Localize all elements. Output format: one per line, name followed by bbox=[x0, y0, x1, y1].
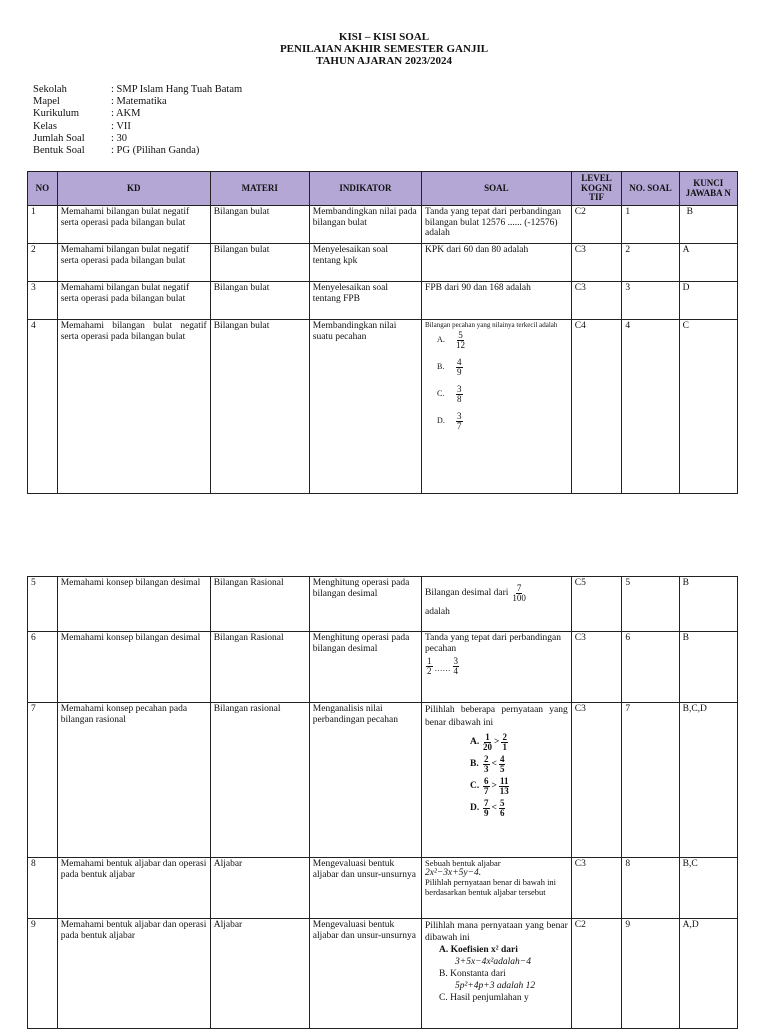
cell-no: 1 bbox=[28, 206, 58, 244]
cell-soal bbox=[422, 858, 572, 919]
soal-text: Pilihlah mana pernyataan yang benar dibawah ini bbox=[425, 921, 568, 943]
table-row bbox=[28, 632, 738, 703]
table-row bbox=[28, 577, 738, 632]
table-row bbox=[28, 703, 738, 858]
cell-level: C2 bbox=[571, 919, 622, 1029]
option-a: A. $\frac{1}{20}$ > $\frac{2}{1}$ bbox=[470, 732, 507, 752]
cell-materi: Bilangan rasional bbox=[210, 703, 309, 858]
cell-kd: Memahami bilangan bulat negatif serta operasi pada bilangan bulat bbox=[57, 244, 210, 282]
cell-materi: Bilangan bulat bbox=[210, 244, 309, 282]
cell-kunci: A,D bbox=[679, 919, 737, 1029]
cell-kunci: A bbox=[679, 244, 737, 282]
soal-text: adalah bbox=[425, 607, 450, 618]
cell-kunci: B,C,D bbox=[679, 703, 737, 858]
table-row bbox=[28, 206, 738, 244]
table-row bbox=[28, 244, 738, 282]
cell-kd: Memahami konsep pecahan pada bilangan rasional bbox=[57, 703, 210, 858]
soal-text: Bilangan pecahan yang nilainya terkecil adalah bbox=[425, 321, 558, 329]
cell-no: 6 bbox=[28, 632, 58, 703]
cell-nosoal: 3 bbox=[622, 282, 679, 320]
option-a: A. $\frac{5}{12}$ bbox=[437, 330, 466, 350]
cell-nosoal: 9 bbox=[622, 919, 679, 1029]
col-no: NO bbox=[28, 172, 58, 206]
soal-text: Bilangan desimal dari bbox=[425, 588, 509, 599]
option-a: A. Koefisien x² dari bbox=[439, 945, 518, 955]
cell-level: C5 bbox=[571, 577, 622, 632]
info-value: : PG (Pilihan Ganda) bbox=[111, 145, 200, 157]
kisi-table-2 bbox=[27, 576, 738, 1029]
option-c: C. $\frac{6}{7}$ > $\frac{11}{13}$ bbox=[470, 776, 509, 796]
col-materi: MATERI bbox=[210, 172, 309, 206]
cell-kd: Memahami konsep bilangan desimal bbox=[57, 632, 210, 703]
col-kd: KD bbox=[57, 172, 210, 206]
option-a-expr: 3+5x−4x²adalah−4 bbox=[455, 957, 531, 967]
cell-materi: Bilangan Rasional bbox=[210, 632, 309, 703]
info-value: : AKM bbox=[111, 108, 141, 120]
fraction: $\frac{3}{8}$ bbox=[457, 384, 462, 404]
info-key: Sekolah bbox=[33, 84, 67, 95]
option-b: B. $\frac{2}{3}$ < $\frac{4}{5}$ bbox=[470, 754, 505, 774]
cell-nosoal: 5 bbox=[622, 577, 679, 632]
cell-no: 7 bbox=[28, 703, 58, 858]
cell-kunci: C bbox=[679, 320, 737, 494]
cell-materi: Bilangan bulat bbox=[210, 320, 309, 494]
info-key: Jumlah Soal bbox=[33, 132, 85, 144]
col-indikator: INDIKATOR bbox=[309, 172, 421, 206]
cell-kd: Memahami bilangan bulat negatif serta operasi pada bilangan bulat bbox=[57, 282, 210, 320]
cell-nosoal: 4 bbox=[622, 320, 679, 494]
info-key: Mapel bbox=[33, 96, 60, 108]
cell-soal bbox=[422, 320, 572, 494]
fraction-compare: $\frac{1}{2}$ …… $\frac{3}{4}$ bbox=[427, 656, 459, 677]
cell-no: 5 bbox=[28, 577, 58, 632]
option-d: D. $\frac{3}{7}$ bbox=[437, 411, 462, 431]
cell-indikator: Menghitung operasi pada bilangan desimal bbox=[309, 577, 421, 632]
title-line-2: PENILAIAN AKHIR SEMESTER GANJIL bbox=[279, 43, 489, 55]
soal-text: Pilihlah pernyataan benar di bawah ini berdasarkan bentuk aljabar tersebut bbox=[425, 877, 557, 897]
cell-no: 9 bbox=[28, 919, 58, 1029]
table-row bbox=[28, 858, 738, 919]
cell-indikator: Menyelesaikan soal tentang FPB bbox=[309, 282, 421, 320]
cell-materi: Bilangan bulat bbox=[210, 282, 309, 320]
cell-level: C2 bbox=[571, 206, 622, 244]
cell-indikator: Membandingkan nilai pada bilangan bulat bbox=[309, 206, 421, 244]
cell-soal bbox=[422, 703, 572, 858]
document-header bbox=[0, 31, 768, 67]
cell-nosoal: 8 bbox=[622, 858, 679, 919]
cell-indikator: Membandingkan nilai suatu pecahan bbox=[309, 320, 421, 494]
cell-indikator: Mengevaluasi bentuk aljabar dan unsur-unsurnya bbox=[309, 919, 421, 1029]
cell-level: C3 bbox=[571, 632, 622, 703]
info-key: Kurikulum bbox=[33, 108, 80, 120]
info-row bbox=[33, 84, 242, 96]
fraction: $\frac{3}{7}$ bbox=[457, 411, 462, 431]
option-b-expr: 5p²+4p+3 adalah 12 bbox=[455, 981, 536, 991]
cell-kd: Memahami bilangan bulat negatif serta operasi pada bilangan bulat bbox=[57, 206, 210, 244]
cell-indikator: Menghitung operasi pada bilangan desimal bbox=[309, 632, 421, 703]
col-level: LEVEL KOGNI TIF bbox=[571, 172, 622, 206]
option-b: B. Konstanta dari bbox=[439, 969, 506, 979]
cell-soal bbox=[422, 577, 572, 632]
cell-level: C3 bbox=[571, 282, 622, 320]
soal-expression: 2x²−3x+5y−4. bbox=[425, 867, 482, 878]
cell-soal: FPB dari 90 dan 168 adalah bbox=[422, 282, 572, 320]
cell-kd: Memahami bentuk aljabar dan operasi pada bentuk aljabar bbox=[57, 858, 210, 919]
info-row bbox=[33, 121, 242, 133]
title-line-1: KISI – KISI SOAL bbox=[338, 31, 430, 43]
info-row bbox=[33, 145, 242, 157]
cell-level: C3 bbox=[571, 703, 622, 858]
info-key: Kelas bbox=[33, 120, 57, 132]
cell-level: C4 bbox=[571, 320, 622, 494]
cell-level: C3 bbox=[571, 244, 622, 282]
cell-nosoal: 1 bbox=[622, 206, 679, 244]
col-nosoal: NO. SOAL bbox=[622, 172, 679, 206]
table-row bbox=[28, 282, 738, 320]
info-value: : SMP Islam Hang Tuah Batam bbox=[111, 84, 243, 95]
cell-kunci: B bbox=[679, 632, 737, 703]
info-value: : Matematika bbox=[111, 96, 167, 108]
cell-no: 4 bbox=[28, 320, 58, 494]
fraction: $\frac{1}{2}$ bbox=[427, 656, 432, 677]
soal-text: Sebuah bentuk aljabar bbox=[425, 858, 501, 868]
info-row bbox=[33, 108, 242, 120]
cell-nosoal: 2 bbox=[622, 244, 679, 282]
cell-materi: Aljabar bbox=[210, 919, 309, 1029]
option-d: D. $\frac{7}{9}$ < $\frac{5}{6}$ bbox=[470, 798, 505, 818]
info-block bbox=[33, 84, 242, 157]
option-c: C. $\frac{3}{8}$ bbox=[437, 384, 462, 404]
col-kunci: KUNCI JAWABA N bbox=[679, 172, 737, 206]
cell-soal bbox=[422, 632, 572, 703]
info-value: : VII bbox=[111, 120, 131, 132]
cell-nosoal: 6 bbox=[622, 632, 679, 703]
table-header-row bbox=[28, 172, 738, 206]
cell-kd: Memahami konsep bilangan desimal bbox=[57, 577, 210, 632]
fraction: $\frac{4}{9}$ bbox=[457, 357, 462, 377]
cell-kd: Memahami bilangan bulat negatif serta operasi pada bilangan bulat bbox=[57, 320, 210, 494]
cell-kd: Memahami bentuk aljabar dan operasi pada bentuk aljabar bbox=[57, 919, 210, 1029]
fraction: $\frac{5}{12}$ bbox=[456, 330, 466, 350]
cell-kunci: D bbox=[679, 282, 737, 320]
fraction: $\frac{7}{100}$ bbox=[512, 583, 526, 604]
info-value: : 30 bbox=[111, 132, 128, 144]
soal-text: Pilihlah beberapa pernyataan yang benar dibawah ini bbox=[425, 705, 568, 728]
cell-no: 3 bbox=[28, 282, 58, 320]
cell-kunci: B,C bbox=[679, 858, 737, 919]
info-row bbox=[33, 133, 242, 145]
cell-indikator: Mengevaluasi bentuk aljabar dan unsur-unsurnya bbox=[309, 858, 421, 919]
table-row bbox=[28, 919, 738, 1029]
cell-soal: KPK dari 60 dan 80 adalah bbox=[422, 244, 572, 282]
cell-materi: Bilangan bulat bbox=[210, 206, 309, 244]
option-b: B. $\frac{4}{9}$ bbox=[437, 357, 462, 377]
cell-kunci: B bbox=[679, 206, 737, 244]
info-key: Bentuk Soal bbox=[33, 145, 85, 157]
cell-no: 2 bbox=[28, 244, 58, 282]
cell-soal: Tanda yang tepat dari perbandingan bilangan bulat 12576 ...... (-12576) adalah bbox=[422, 206, 572, 244]
title-line-3: TAHUN AJARAN 2023/2024 bbox=[315, 55, 453, 67]
cell-nosoal: 7 bbox=[622, 703, 679, 858]
table-row bbox=[28, 320, 738, 494]
option-list bbox=[425, 331, 568, 431]
cell-soal bbox=[422, 919, 572, 1029]
cell-materi: Bilangan Rasional bbox=[210, 577, 309, 632]
option-c: C. Hasil penjumlahan y bbox=[439, 993, 529, 1003]
kisi-table-1 bbox=[27, 171, 738, 494]
cell-level: C3 bbox=[571, 858, 622, 919]
cell-materi: Aljabar bbox=[210, 858, 309, 919]
col-soal: SOAL bbox=[422, 172, 572, 206]
cell-kunci: B bbox=[679, 577, 737, 632]
info-row bbox=[33, 96, 242, 108]
fraction: $\frac{3}{4}$ bbox=[453, 656, 459, 677]
cell-indikator: Menyelesaikan soal tentang kpk bbox=[309, 244, 421, 282]
soal-text: Tanda yang tepat dari perbandingan pecahan bbox=[425, 633, 562, 654]
cell-indikator: Menganalisis nilai perbandingan pecahan bbox=[309, 703, 421, 858]
cell-no: 8 bbox=[28, 858, 58, 919]
